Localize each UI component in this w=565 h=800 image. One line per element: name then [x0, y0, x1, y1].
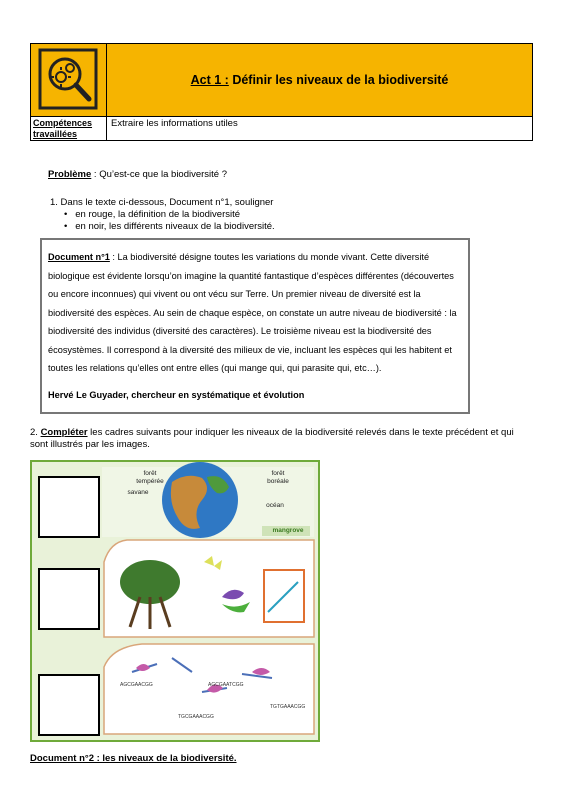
instruction-2: 2. Compléter les cadres suivants pour indiquer les niveaux de la biodiversité relevés dans le texte précédent et qui — [30, 427, 514, 438]
answer-box-species[interactable] — [38, 568, 100, 630]
answer-box-individuals[interactable] — [38, 674, 100, 736]
label-foret-temperee: forêt tempérée — [136, 470, 164, 485]
label-ocean: océan — [266, 502, 284, 509]
dna-sequence: AGCGAATCGG — [208, 682, 244, 688]
competences-value: Extraire les informations utiles — [111, 118, 238, 129]
document-2-caption: Document n°2 : les niveaux de la biodiversité. — [30, 753, 237, 764]
answer-box-ecosystems[interactable] — [38, 476, 100, 538]
page-title: Act 1 : Définir les niveaux de la biodiversité — [190, 73, 449, 87]
label-foret-boreale: forêt boréale — [267, 470, 289, 485]
dna-sequence: TGTGAAACGG — [270, 704, 306, 710]
title-cell — [107, 44, 532, 116]
competences-row — [31, 116, 532, 140]
problem-text: : Qu’est-ce que la biodiversité ? — [91, 169, 228, 180]
biodiversity-illustration — [30, 460, 320, 742]
problem-line — [48, 168, 227, 181]
document-1-label: Document n°1 — [48, 252, 110, 262]
dna-sequence: TGCGAAACGG — [178, 714, 214, 720]
label-savane: savane — [127, 489, 149, 496]
document-1-author: Hervé Le Guyader, chercheur en systématique et évolution — [48, 390, 305, 400]
instruction-2-cont: sont illustrés par les images. — [30, 439, 150, 450]
instruction-1: 1. Dans le texte ci-dessous, Document n°1, souligner — [50, 197, 274, 208]
document-1-text: Document n°1 : La biodiversité désigne toutes les variations du monde vivant. Cette diversité biologique est évidente lorsqu’on imagine la quantité fantastique d’espèces différentes (découvertes ou encore inconnues) qui vivent ou ont vécu sur Terre. Un premier niveau de diversité est la biodiversité des espèces. Au sein de chaque espèce, on constate un autre niveau de biodiversité : la biodiversité des individus (diversité des caractères). Le troisième niveau est la biodiversité des écosystèmes. Il correspond à la diversité des milieux de vie, incluant les espèces qui les habitent et toutes les relations qu’elles ont entre elles (qui mange qui, qui parasite qui, etc…). — [48, 252, 457, 373]
logo-cell — [31, 44, 107, 116]
activity-header — [30, 43, 533, 141]
problem-label: Problème — [48, 169, 92, 180]
document-1-box — [40, 238, 470, 414]
bullet-item: • en rouge, la définition de la biodiversité — [64, 209, 241, 220]
bullet-item: • en noir, les différents niveaux de la biodiversité. — [64, 221, 275, 232]
dna-sequence: AGCGAACGG — [120, 682, 153, 688]
competences-label: Compétences travaillées — [31, 117, 107, 140]
label-mangrove: mangrove — [272, 527, 304, 534]
magnifier-gear-icon — [31, 44, 107, 116]
